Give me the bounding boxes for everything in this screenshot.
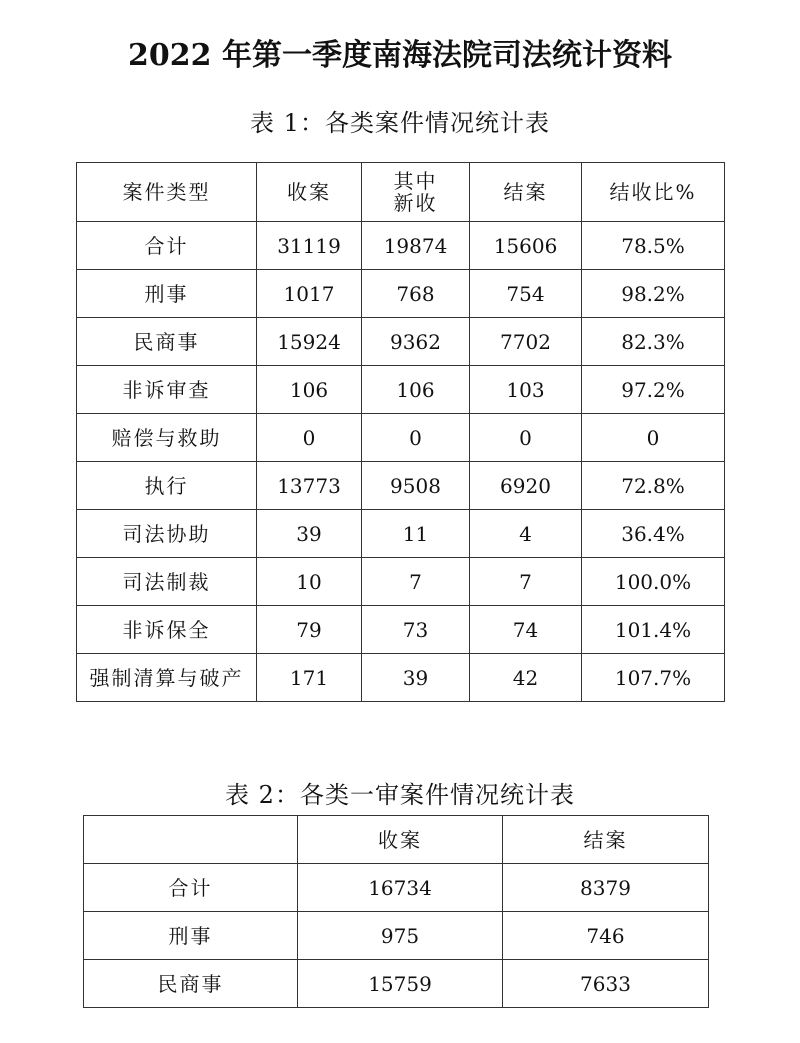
table-header-row xyxy=(84,816,709,864)
header-received: 收案 xyxy=(257,163,362,222)
table-header-row xyxy=(77,163,725,222)
table1-body xyxy=(77,222,725,702)
cell-type: 司法协助 xyxy=(77,510,257,558)
cell-ratio: 100.0% xyxy=(582,558,725,606)
cell-type: 刑事 xyxy=(84,912,298,960)
cell-closed: 754 xyxy=(470,270,582,318)
header-ratio: 结收比% xyxy=(582,163,725,222)
cell-type: 执行 xyxy=(77,462,257,510)
cell-closed: 7633 xyxy=(503,960,709,1008)
cell-received: 171 xyxy=(257,654,362,702)
cell-closed: 7 xyxy=(470,558,582,606)
cell-closed: 8379 xyxy=(503,864,709,912)
cell-new: 9362 xyxy=(362,318,470,366)
cell-type: 非诉审查 xyxy=(77,366,257,414)
header-received: 收案 xyxy=(298,816,503,864)
cell-new: 106 xyxy=(362,366,470,414)
cell-received: 1017 xyxy=(257,270,362,318)
header-closed: 结案 xyxy=(503,816,709,864)
case-statistics-table xyxy=(76,162,725,702)
cell-received: 16734 xyxy=(298,864,503,912)
table-row xyxy=(77,462,725,510)
header-new-line1: 其中 xyxy=(393,169,438,193)
table-row xyxy=(84,912,709,960)
cell-ratio: 97.2% xyxy=(582,366,725,414)
table2-title: 表 2：各类一审案件情况统计表 xyxy=(225,781,575,809)
cell-received: 39 xyxy=(257,510,362,558)
cell-type: 非诉保全 xyxy=(77,606,257,654)
table-row xyxy=(77,318,725,366)
cell-type: 合计 xyxy=(77,222,257,270)
cell-received: 0 xyxy=(257,414,362,462)
cell-closed: 103 xyxy=(470,366,582,414)
header-newly-received xyxy=(362,163,470,222)
cell-received: 79 xyxy=(257,606,362,654)
cell-received: 31119 xyxy=(257,222,362,270)
cell-ratio: 36.4% xyxy=(582,510,725,558)
cell-ratio: 82.3% xyxy=(582,318,725,366)
cell-ratio: 101.4% xyxy=(582,606,725,654)
cell-received: 975 xyxy=(298,912,503,960)
cell-ratio: 0 xyxy=(582,414,725,462)
cell-closed: 6920 xyxy=(470,462,582,510)
cell-type: 民商事 xyxy=(77,318,257,366)
cell-ratio: 72.8% xyxy=(582,462,725,510)
header-case-type: 案件类型 xyxy=(77,163,257,222)
cell-received: 10 xyxy=(257,558,362,606)
table-row xyxy=(77,654,725,702)
cell-closed: 0 xyxy=(470,414,582,462)
cell-closed: 7702 xyxy=(470,318,582,366)
table2-body xyxy=(84,864,709,1008)
cell-received: 106 xyxy=(257,366,362,414)
cell-ratio: 98.2% xyxy=(582,270,725,318)
document-title: 2022 年第一季度南海法院司法统计资料 xyxy=(128,38,672,73)
cell-ratio: 107.7% xyxy=(582,654,725,702)
first-instance-table xyxy=(83,815,709,1008)
table-row xyxy=(77,606,725,654)
cell-new: 9508 xyxy=(362,462,470,510)
cell-type: 强制清算与破产 xyxy=(77,654,257,702)
cell-type: 赔偿与救助 xyxy=(77,414,257,462)
cell-type: 合计 xyxy=(84,864,298,912)
table-row xyxy=(77,270,725,318)
cell-received: 13773 xyxy=(257,462,362,510)
table-row xyxy=(84,960,709,1008)
cell-new: 19874 xyxy=(362,222,470,270)
cell-received: 15924 xyxy=(257,318,362,366)
cell-new: 0 xyxy=(362,414,470,462)
cell-ratio: 78.5% xyxy=(582,222,725,270)
table-row xyxy=(77,222,725,270)
cell-new: 73 xyxy=(362,606,470,654)
cell-closed: 42 xyxy=(470,654,582,702)
cell-received: 15759 xyxy=(298,960,503,1008)
cell-type: 民商事 xyxy=(84,960,298,1008)
table-row xyxy=(77,510,725,558)
cell-type: 司法制裁 xyxy=(77,558,257,606)
cell-type: 刑事 xyxy=(77,270,257,318)
cell-new: 768 xyxy=(362,270,470,318)
table1-title: 表 1：各类案件情况统计表 xyxy=(250,109,550,137)
cell-closed: 74 xyxy=(470,606,582,654)
cell-closed: 4 xyxy=(470,510,582,558)
table-row xyxy=(77,414,725,462)
table-row xyxy=(84,864,709,912)
cell-closed: 15606 xyxy=(470,222,582,270)
table-row xyxy=(77,366,725,414)
cell-new: 7 xyxy=(362,558,470,606)
table-row xyxy=(77,558,725,606)
header-new-line2: 新收 xyxy=(393,191,438,215)
cell-closed: 746 xyxy=(503,912,709,960)
header-closed: 结案 xyxy=(470,163,582,222)
cell-new: 11 xyxy=(362,510,470,558)
cell-new: 39 xyxy=(362,654,470,702)
header-blank xyxy=(84,816,298,864)
